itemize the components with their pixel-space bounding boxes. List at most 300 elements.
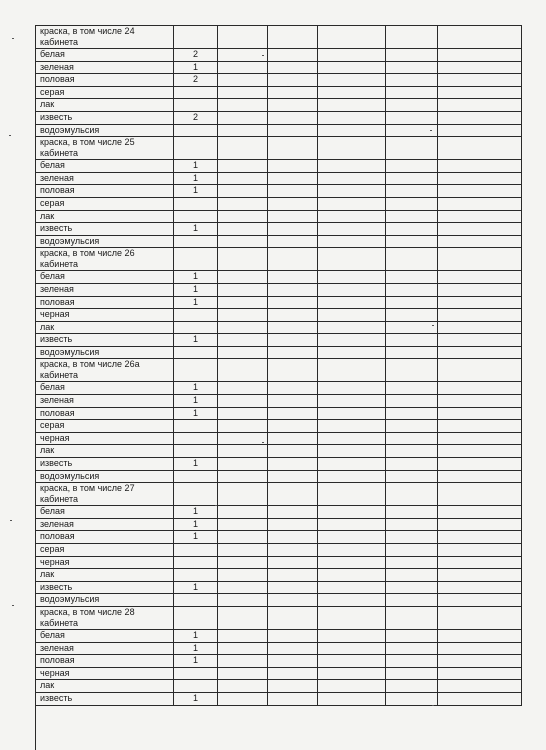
table-row	[36, 49, 522, 62]
empty-cell	[268, 160, 318, 173]
empty-cell	[268, 86, 318, 99]
empty-cell	[218, 544, 268, 557]
table-row	[36, 569, 522, 582]
empty-cell	[318, 99, 386, 112]
empty-cell	[318, 470, 386, 483]
quantity-cell: 1	[174, 61, 218, 74]
empty-cell	[218, 594, 268, 607]
empty-cell	[318, 680, 386, 693]
empty-cell	[218, 629, 268, 642]
material-label-cell: половая	[36, 407, 174, 420]
quantity-cell	[174, 594, 218, 607]
empty-cell	[438, 483, 522, 506]
empty-cell	[318, 642, 386, 655]
empty-cell	[218, 61, 268, 74]
empty-cell	[386, 420, 438, 433]
table-row	[36, 346, 522, 359]
empty-cell	[268, 506, 318, 519]
empty-cell	[438, 692, 522, 705]
empty-cell	[438, 680, 522, 693]
empty-cell	[318, 309, 386, 322]
empty-cell	[318, 655, 386, 668]
material-label-cell: белая	[36, 271, 174, 284]
empty-cell	[268, 185, 318, 198]
scan-speck	[432, 325, 434, 326]
empty-cell	[268, 680, 318, 693]
empty-cell	[268, 606, 318, 629]
material-label-cell: краска, в том числе 28 кабинета	[36, 606, 174, 629]
empty-cell	[218, 296, 268, 309]
quantity-cell: 1	[174, 283, 218, 296]
empty-cell	[218, 407, 268, 420]
empty-cell	[218, 137, 268, 160]
empty-cell	[438, 197, 522, 210]
empty-cell	[386, 61, 438, 74]
scan-speck	[262, 442, 264, 443]
empty-cell	[218, 74, 268, 87]
quantity-cell: 2	[174, 49, 218, 62]
empty-cell	[386, 432, 438, 445]
quantity-cell	[174, 445, 218, 458]
empty-cell	[386, 629, 438, 642]
empty-cell	[318, 296, 386, 309]
empty-cell	[438, 420, 522, 433]
empty-cell	[438, 655, 522, 668]
table-row	[36, 382, 522, 395]
empty-cell	[386, 197, 438, 210]
empty-cell	[318, 346, 386, 359]
empty-cell	[218, 86, 268, 99]
empty-cell	[318, 606, 386, 629]
empty-cell	[386, 407, 438, 420]
empty-cell	[386, 235, 438, 248]
material-label-cell: лак	[36, 680, 174, 693]
table-row	[36, 359, 522, 382]
empty-cell	[268, 99, 318, 112]
empty-cell	[268, 137, 318, 160]
empty-cell	[386, 210, 438, 223]
table-row	[36, 235, 522, 248]
materials-table	[35, 25, 522, 706]
table-row	[36, 321, 522, 334]
scan-speck	[12, 38, 14, 39]
empty-cell	[318, 531, 386, 544]
empty-cell	[268, 569, 318, 582]
empty-cell	[318, 407, 386, 420]
scan-speck	[430, 130, 432, 131]
empty-cell	[318, 223, 386, 236]
empty-cell	[318, 420, 386, 433]
empty-cell	[438, 283, 522, 296]
empty-cell	[218, 197, 268, 210]
empty-cell	[318, 137, 386, 160]
material-label-cell: краска, в том числе 24 кабинета	[36, 26, 174, 49]
table-row	[36, 506, 522, 519]
quantity-cell: 1	[174, 185, 218, 198]
empty-cell	[438, 99, 522, 112]
empty-cell	[318, 581, 386, 594]
empty-cell	[438, 296, 522, 309]
empty-cell	[386, 49, 438, 62]
table-row	[36, 581, 522, 594]
empty-cell	[386, 518, 438, 531]
empty-cell	[386, 160, 438, 173]
empty-cell	[318, 210, 386, 223]
empty-cell	[218, 111, 268, 124]
material-label-cell: зеленая	[36, 283, 174, 296]
empty-cell	[386, 594, 438, 607]
table-row	[36, 111, 522, 124]
table-row	[36, 470, 522, 483]
quantity-cell	[174, 210, 218, 223]
quantity-cell: 2	[174, 74, 218, 87]
table-row	[36, 283, 522, 296]
empty-cell	[268, 359, 318, 382]
empty-cell	[218, 445, 268, 458]
empty-cell	[438, 395, 522, 408]
material-label-cell: известь	[36, 692, 174, 705]
quantity-cell	[174, 346, 218, 359]
empty-cell	[438, 407, 522, 420]
material-label-cell: зеленая	[36, 518, 174, 531]
table-row	[36, 248, 522, 271]
material-label-cell: половая	[36, 74, 174, 87]
table-row	[36, 309, 522, 322]
empty-cell	[438, 248, 522, 271]
quantity-cell: 1	[174, 518, 218, 531]
quantity-cell: 1	[174, 271, 218, 284]
quantity-cell	[174, 124, 218, 137]
empty-cell	[438, 235, 522, 248]
empty-cell	[386, 470, 438, 483]
material-label-cell: краска, в том числе 25 кабинета	[36, 137, 174, 160]
table-row	[36, 185, 522, 198]
empty-cell	[386, 692, 438, 705]
table-row	[36, 334, 522, 347]
empty-cell	[438, 172, 522, 185]
empty-cell	[218, 483, 268, 506]
table-row	[36, 483, 522, 506]
scan-speck	[12, 605, 14, 606]
table-row	[36, 556, 522, 569]
quantity-cell	[174, 197, 218, 210]
empty-cell	[438, 445, 522, 458]
scan-speck	[262, 55, 264, 56]
table-row	[36, 531, 522, 544]
quantity-cell: 1	[174, 458, 218, 471]
empty-cell	[318, 197, 386, 210]
empty-cell	[218, 334, 268, 347]
scan-speck	[9, 135, 11, 136]
table-row	[36, 271, 522, 284]
empty-cell	[268, 556, 318, 569]
empty-cell	[318, 458, 386, 471]
table-row	[36, 445, 522, 458]
quantity-cell	[174, 359, 218, 382]
empty-cell	[386, 137, 438, 160]
empty-cell	[318, 248, 386, 271]
quantity-cell: 1	[174, 629, 218, 642]
empty-cell	[268, 49, 318, 62]
material-label-cell: лак	[36, 569, 174, 582]
material-label-cell: водоэмульсия	[36, 346, 174, 359]
table-row	[36, 61, 522, 74]
table-row	[36, 210, 522, 223]
material-label-cell: известь	[36, 581, 174, 594]
empty-cell	[268, 407, 318, 420]
empty-cell	[438, 210, 522, 223]
empty-cell	[438, 26, 522, 49]
empty-cell	[386, 99, 438, 112]
quantity-cell: 1	[174, 172, 218, 185]
empty-cell	[386, 382, 438, 395]
empty-cell	[268, 74, 318, 87]
material-label-cell: половая	[36, 185, 174, 198]
empty-cell	[386, 556, 438, 569]
empty-cell	[218, 185, 268, 198]
empty-cell	[268, 124, 318, 137]
empty-cell	[318, 359, 386, 382]
quantity-cell: 1	[174, 506, 218, 519]
table-row	[36, 407, 522, 420]
empty-cell	[268, 432, 318, 445]
empty-cell	[438, 160, 522, 173]
table-row	[36, 680, 522, 693]
empty-cell	[218, 172, 268, 185]
quantity-cell	[174, 606, 218, 629]
empty-cell	[318, 395, 386, 408]
quantity-cell	[174, 137, 218, 160]
table-row	[36, 420, 522, 433]
empty-cell	[318, 506, 386, 519]
empty-cell	[218, 518, 268, 531]
empty-cell	[438, 271, 522, 284]
empty-cell	[438, 185, 522, 198]
scan-speck	[215, 505, 217, 506]
material-label-cell: известь	[36, 111, 174, 124]
material-label-cell: белая	[36, 506, 174, 519]
empty-cell	[268, 271, 318, 284]
empty-cell	[268, 483, 318, 506]
empty-cell	[268, 346, 318, 359]
empty-cell	[218, 581, 268, 594]
quantity-cell: 1	[174, 382, 218, 395]
quantity-cell	[174, 420, 218, 433]
quantity-cell	[174, 569, 218, 582]
quantity-cell	[174, 544, 218, 557]
empty-cell	[268, 420, 318, 433]
empty-cell	[268, 223, 318, 236]
quantity-cell: 1	[174, 581, 218, 594]
empty-cell	[218, 692, 268, 705]
quantity-cell: 1	[174, 692, 218, 705]
empty-cell	[386, 321, 438, 334]
empty-cell	[438, 458, 522, 471]
empty-cell	[218, 99, 268, 112]
empty-cell	[218, 470, 268, 483]
empty-cell	[438, 124, 522, 137]
empty-cell	[438, 594, 522, 607]
material-label-cell: известь	[36, 223, 174, 236]
empty-cell	[386, 248, 438, 271]
empty-cell	[386, 606, 438, 629]
empty-cell	[268, 309, 318, 322]
empty-cell	[386, 642, 438, 655]
material-label-cell: лак	[36, 99, 174, 112]
empty-cell	[438, 518, 522, 531]
table-row	[36, 172, 522, 185]
empty-cell	[438, 556, 522, 569]
empty-cell	[318, 61, 386, 74]
empty-cell	[268, 210, 318, 223]
empty-cell	[218, 124, 268, 137]
empty-cell	[318, 556, 386, 569]
empty-cell	[318, 235, 386, 248]
empty-cell	[438, 544, 522, 557]
quantity-cell: 1	[174, 334, 218, 347]
empty-cell	[268, 655, 318, 668]
empty-cell	[318, 544, 386, 557]
empty-cell	[268, 197, 318, 210]
material-label-cell: серая	[36, 86, 174, 99]
empty-cell	[218, 569, 268, 582]
empty-cell	[268, 172, 318, 185]
material-label-cell: белая	[36, 629, 174, 642]
table-row	[36, 692, 522, 705]
table-row	[36, 667, 522, 680]
table-row	[36, 99, 522, 112]
empty-cell	[318, 111, 386, 124]
empty-cell	[386, 309, 438, 322]
empty-cell	[218, 49, 268, 62]
table-row	[36, 655, 522, 668]
material-label-cell: известь	[36, 458, 174, 471]
table-row	[36, 544, 522, 557]
empty-cell	[318, 124, 386, 137]
table-row	[36, 629, 522, 642]
scan-speck	[10, 520, 12, 521]
empty-cell	[268, 531, 318, 544]
empty-cell	[218, 531, 268, 544]
empty-cell	[438, 74, 522, 87]
empty-cell	[438, 606, 522, 629]
quantity-cell	[174, 248, 218, 271]
empty-cell	[438, 111, 522, 124]
quantity-cell: 1	[174, 395, 218, 408]
table-row	[36, 594, 522, 607]
empty-cell	[218, 382, 268, 395]
empty-cell	[318, 594, 386, 607]
empty-cell	[386, 581, 438, 594]
empty-cell	[268, 382, 318, 395]
material-label-cell: известь	[36, 334, 174, 347]
empty-cell	[386, 569, 438, 582]
empty-cell	[268, 594, 318, 607]
table-row	[36, 26, 522, 49]
empty-cell	[438, 359, 522, 382]
empty-cell	[268, 470, 318, 483]
empty-cell	[386, 458, 438, 471]
empty-cell	[218, 506, 268, 519]
empty-cell	[386, 531, 438, 544]
quantity-cell: 1	[174, 642, 218, 655]
empty-cell	[386, 172, 438, 185]
empty-cell	[218, 223, 268, 236]
empty-cell	[218, 346, 268, 359]
empty-cell	[438, 309, 522, 322]
empty-cell	[268, 629, 318, 642]
quantity-cell: 1	[174, 160, 218, 173]
empty-cell	[268, 445, 318, 458]
material-label-cell: черная	[36, 432, 174, 445]
empty-cell	[268, 458, 318, 471]
empty-cell	[218, 642, 268, 655]
material-label-cell: белая	[36, 382, 174, 395]
empty-cell	[218, 606, 268, 629]
table-row	[36, 296, 522, 309]
empty-cell	[218, 160, 268, 173]
empty-cell	[438, 667, 522, 680]
empty-cell	[386, 483, 438, 506]
table-row	[36, 458, 522, 471]
empty-cell	[268, 111, 318, 124]
table-row	[36, 74, 522, 87]
empty-cell	[218, 680, 268, 693]
empty-cell	[386, 283, 438, 296]
empty-cell	[438, 137, 522, 160]
empty-cell	[268, 296, 318, 309]
material-label-cell: зеленая	[36, 61, 174, 74]
material-label-cell: черная	[36, 556, 174, 569]
quantity-cell	[174, 483, 218, 506]
empty-cell	[386, 296, 438, 309]
material-label-cell: зеленая	[36, 395, 174, 408]
quantity-cell: 1	[174, 531, 218, 544]
empty-cell	[318, 271, 386, 284]
material-label-cell: серая	[36, 420, 174, 433]
empty-cell	[318, 86, 386, 99]
empty-cell	[386, 334, 438, 347]
material-label-cell: белая	[36, 160, 174, 173]
empty-cell	[318, 321, 386, 334]
empty-cell	[318, 629, 386, 642]
empty-cell	[438, 581, 522, 594]
empty-cell	[218, 248, 268, 271]
empty-cell	[386, 544, 438, 557]
material-label-cell: лак	[36, 210, 174, 223]
table-row	[36, 518, 522, 531]
empty-cell	[438, 334, 522, 347]
empty-cell	[386, 111, 438, 124]
material-label-cell: зеленая	[36, 172, 174, 185]
empty-cell	[318, 432, 386, 445]
empty-cell	[386, 185, 438, 198]
empty-cell	[268, 235, 318, 248]
empty-cell	[438, 531, 522, 544]
empty-cell	[386, 395, 438, 408]
empty-cell	[318, 26, 386, 49]
empty-cell	[268, 642, 318, 655]
material-label-cell: половая	[36, 531, 174, 544]
empty-cell	[438, 49, 522, 62]
empty-cell	[438, 321, 522, 334]
material-label-cell: половая	[36, 655, 174, 668]
empty-cell	[218, 395, 268, 408]
empty-cell	[386, 74, 438, 87]
empty-cell	[438, 569, 522, 582]
material-label-cell: черная	[36, 667, 174, 680]
empty-cell	[386, 680, 438, 693]
